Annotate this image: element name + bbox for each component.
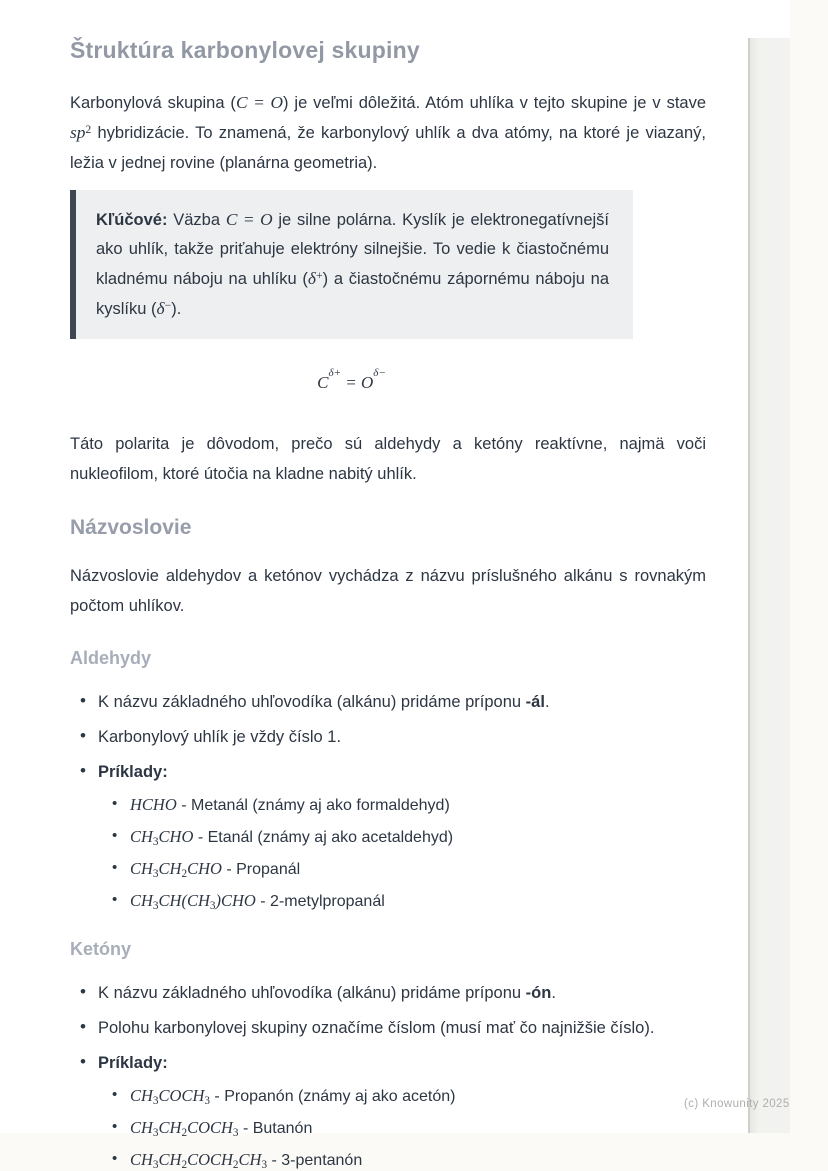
list-item: • K názvu základného uhľovodíka (alkánu) pridáme príponu -ál. [80,691,706,713]
math-carbonyl-bond: C = O [235,93,283,112]
math-sp2: $sp^2$ [70,122,92,142]
polarity-formula: $C^{\delta+} = O^{\delta-}$ [317,367,386,392]
list-item: • Karbonylový uhlík je vždy číslo 1. [80,726,706,748]
watermark: (c) Knowunity 2025 [684,1098,790,1110]
intro-text-3: hybridizácie. To znamená, že karbonylový uhlík a dva atómy, na ktoré je viazaný, ležia v jednej rovine (planárna geometria). [70,124,706,172]
list-item: • Príklady: • HCHO - Metanál (známy aj ako formaldehyd) • $CH_3CHO$ - Etanál (známy aj ako acetaldehyd) • $CH_3CH_2CHO$ - Propanál • $CH_3CH(CH_3)CHO$ - 2-metylpropanál [80,761,706,912]
chemical-formula: $CH_3CH(CH_3)CHO$ [130,891,256,913]
aldehyde-rules-list [80,691,706,912]
subsection-heading-aldehydes: Aldehydy [70,648,152,668]
intro-text-1: Karbonylová skupina ( [70,94,236,112]
key-callout [70,190,633,339]
chemical-formula: HCHO [130,795,177,814]
list-item [112,795,706,816]
math-bond: C = O [225,210,273,229]
callout-label: Kľúčové: [96,211,168,229]
list-item [112,1118,706,1139]
compound-name: - Propanón (známy aj ako acetón) [209,1088,456,1105]
ketone-rules-list [80,982,706,1171]
callout-text-4: ). [171,300,182,318]
compound-name: - 3-pentanón [267,1152,363,1169]
list-item: • Polohu karbonylovej skupiny označíme číslom (musí mať čo najnižšie číslo). [80,1017,706,1039]
compound-name: - Propanál [221,861,301,878]
aldehyde-examples-list [112,795,706,912]
list-item [112,859,706,880]
subsection-heading-ketones: Ketóny [70,939,132,959]
polarity-note: Táto polarita je dôvodom, prečo sú aldehydy a ketóny reaktívne, najmä voči nukleofilom, ktoré útočia na kladne nabitý uhlík. [70,435,706,483]
math-delta-plus: δ+ [307,268,323,288]
list-item [112,1150,706,1171]
compound-name: - Etanál (známy aj ako acetaldehyd) [193,829,454,846]
list-item: • K názvu základného uhľovodíka (alkánu) pridáme príponu -ón. [80,982,706,1004]
compound-name: - Butanón [238,1120,313,1137]
page-title: Štruktúra karbonylovej skupiny [70,37,420,63]
intro-text-2: ) je veľmi dôležitá. Atóm uhlíka v tejto skupine je v stave [283,94,707,112]
page-content [70,36,706,1171]
chemical-formula: $CH_3CH_2COCH_3$ [130,1118,239,1140]
key-callout-text [96,205,609,324]
chemical-formula: $CH_3CH_2CHO$ [130,859,222,881]
list-item [112,891,706,912]
nomenclature-intro: Názvoslovie aldehydov a ketónov vychádza z názvu príslušného alkánu s rovnakým počtom uhlíkov. [70,567,706,615]
compound-name: - Metanál (známy aj ako formaldehyd) [176,797,450,814]
ketone-examples-list [112,1086,706,1171]
callout-text-3: ) a čiastočnému zápornému náboju na kyslíku ( [96,270,609,318]
chemical-formula: $CH_3CH_2COCH_2CH_3$ [130,1150,268,1171]
chemical-formula: $CH_3COCH_3$ [130,1086,210,1108]
list-item [112,1086,706,1107]
math-delta-minus: δ− [156,298,172,318]
list-item: • Príklady: • $CH_3COCH_3$ - Propanón (známy aj ako acetón) • $CH_3CH_2COCH_3$ - Butanón • $CH_3CH_2COCH_2CH_3$ - 3-pentanón [80,1052,706,1171]
callout-text-1: Väzba [167,211,226,229]
page-edge-strip [748,38,790,1133]
section-heading-nomenclature: Názvoslovie [70,516,192,539]
callout-text-2: je silne polárna. Kyslík je elektronegatívnejší ako uhlík, takže priťahuje elektróny silnejšie. To vedie k čiastočnému kladnému náboju na uhlíku ( [96,211,609,288]
list-item [112,827,706,848]
intro-paragraph [70,88,706,178]
compound-name: - 2-metylpropanál [255,893,385,910]
chemical-formula: $CH_3CHO$ [130,827,194,849]
